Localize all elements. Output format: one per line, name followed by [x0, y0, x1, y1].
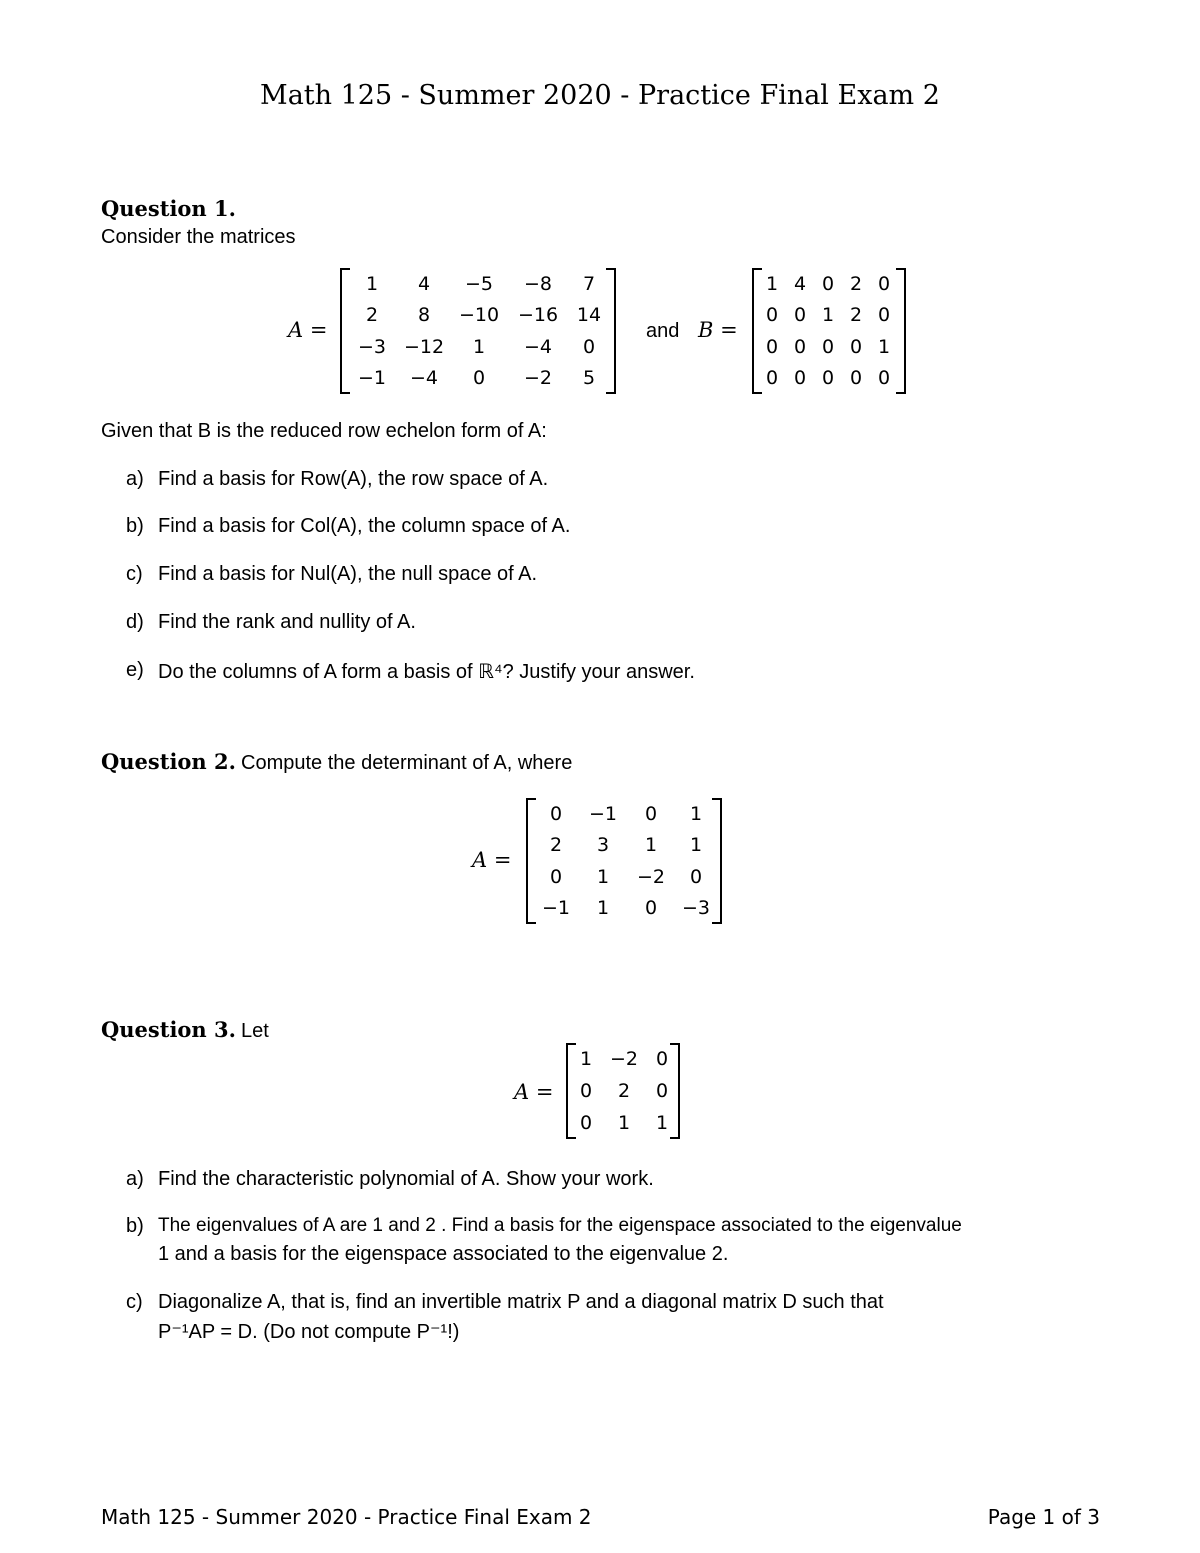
matrix-cell: −10 — [458, 304, 500, 327]
matrix-cell: 5 — [582, 367, 596, 390]
matrix-cell: 0 — [644, 897, 658, 920]
q1-label-a: A = — [288, 318, 328, 342]
matrix-cell: 0 — [849, 367, 863, 390]
q1-given: Given that B is the reduced row echelon form of A: — [101, 420, 547, 442]
q2-text: Compute the determinant of A, where — [241, 752, 573, 774]
footer-page-number: Page 1 of 3 — [987, 1505, 1100, 1529]
matrix-cell: −8 — [523, 272, 552, 295]
matrix-cell: 0 — [765, 367, 779, 390]
matrix-cell: 1 — [821, 304, 835, 327]
matrix-cell: 0 — [644, 802, 658, 825]
matrix-cell: 0 — [579, 1080, 593, 1102]
matrix-cell: 0 — [793, 304, 807, 327]
matrix-cell: 0 — [765, 335, 779, 358]
q2-line — [101, 749, 572, 775]
matrix-cell: 0 — [472, 367, 486, 390]
q2-matrix-a — [526, 798, 722, 924]
matrix-cell: 0 — [877, 304, 891, 327]
q1-matrix-a — [340, 268, 616, 394]
matrix-cell: −12 — [403, 335, 445, 358]
matrix-cell: −4 — [409, 367, 438, 390]
matrix-cell: 2 — [617, 1080, 631, 1102]
matrix-cell: 0 — [579, 1112, 593, 1134]
matrix-cell: 1 — [655, 1112, 669, 1134]
q1-matrix-b — [752, 268, 906, 394]
matrix-cell: −5 — [464, 272, 493, 295]
matrix-cell: 14 — [576, 304, 602, 327]
matrix-cell: 0 — [549, 802, 563, 825]
matrix-cell: −16 — [517, 304, 559, 327]
matrix-cell: 0 — [793, 335, 807, 358]
matrix-cell: −1 — [588, 802, 617, 825]
q1-label-b: B = — [698, 318, 738, 342]
matrix-cell: 0 — [655, 1080, 669, 1102]
matrix-cell: 0 — [877, 272, 891, 295]
q3-text: Let — [241, 1020, 269, 1042]
q1-parts: a) Find a basis for Row(A), the row space of A. b) Find a basis for Col(A), the column space of A. c) Find a basis for Nul(A), the null space of A. d) Find the rank and nullity of A. e) Do the columns of A form a basis of ℝ⁴? Justify your answer. — [126, 468, 695, 683]
matrix-cell: 0 — [549, 865, 563, 888]
matrix-cell: 0 — [821, 335, 835, 358]
page-title: Math 125 - Summer 2020 - Practice Final Exam 2 — [260, 80, 940, 111]
matrix-cell: 7 — [582, 272, 596, 295]
matrix-cell: 2 — [549, 834, 563, 857]
matrix-cell: 1 — [596, 865, 610, 888]
matrix-cell: 1 — [765, 272, 779, 295]
q3-label-a: A = — [514, 1080, 554, 1104]
q3-parts: a) Find the characteristic polynomial of A. Show your work. b) The eigenvalues of A are 1 and 2 . Find a basis for the eigenspace associated to the eigenvalue 1 and a basis for the eigenspace associated to the eigenvalue 2. c) Diagonalize A, that is, find an invertible matrix P and a diagonal matrix D such that P⁻¹AP = D. (Do not compute P⁻¹!) — [126, 1168, 962, 1343]
matrix-cell: 1 — [877, 335, 891, 358]
matrix-cell: 1 — [579, 1048, 593, 1070]
matrix-cell: 1 — [472, 335, 486, 358]
matrix-cell: −3 — [357, 335, 386, 358]
footer-left: Math 125 - Summer 2020 - Practice Final Exam 2 — [101, 1505, 592, 1529]
matrix-cell: 1 — [365, 272, 379, 295]
matrix-cell: 0 — [582, 335, 596, 358]
matrix-cell: 0 — [689, 865, 703, 888]
matrix-cell: −2 — [609, 1048, 638, 1070]
matrix-cell: 0 — [849, 335, 863, 358]
matrix-cell: 3 — [596, 834, 610, 857]
matrix-cell: 1 — [689, 834, 703, 857]
q1-and: and — [646, 320, 680, 342]
matrix-cell: 1 — [596, 897, 610, 920]
matrix-cell: 0 — [821, 272, 835, 295]
matrix-cell: 0 — [793, 367, 807, 390]
matrix-cell: 2 — [849, 272, 863, 295]
q1-intro: Consider the matrices — [101, 226, 296, 248]
matrix-cell: 1 — [644, 834, 658, 857]
q3-matrix-a — [566, 1043, 680, 1139]
matrix-cell: −2 — [523, 367, 552, 390]
q1-heading: Question 1. — [101, 196, 236, 221]
q2-label-a: A = — [472, 848, 512, 872]
q3-heading: Question 3. — [101, 1017, 236, 1042]
matrix-cell: 2 — [849, 304, 863, 327]
matrix-cell: 2 — [365, 304, 379, 327]
matrix-cell: −3 — [681, 897, 710, 920]
matrix-cell: 0 — [821, 367, 835, 390]
matrix-cell: −1 — [541, 897, 570, 920]
matrix-cell: 0 — [765, 304, 779, 327]
matrix-cell: 8 — [417, 304, 431, 327]
matrix-cell: 0 — [655, 1048, 669, 1070]
matrix-cell: −2 — [636, 865, 665, 888]
matrix-cell: 0 — [877, 367, 891, 390]
matrix-cell: 4 — [793, 272, 807, 295]
matrix-cell: 1 — [617, 1112, 631, 1134]
matrix-cell: −1 — [357, 367, 386, 390]
matrix-cell: 1 — [689, 802, 703, 825]
matrix-cell: 4 — [417, 272, 431, 295]
q2-heading: Question 2. — [101, 749, 236, 774]
q3-line — [101, 1017, 269, 1043]
matrix-cell: −4 — [523, 335, 552, 358]
